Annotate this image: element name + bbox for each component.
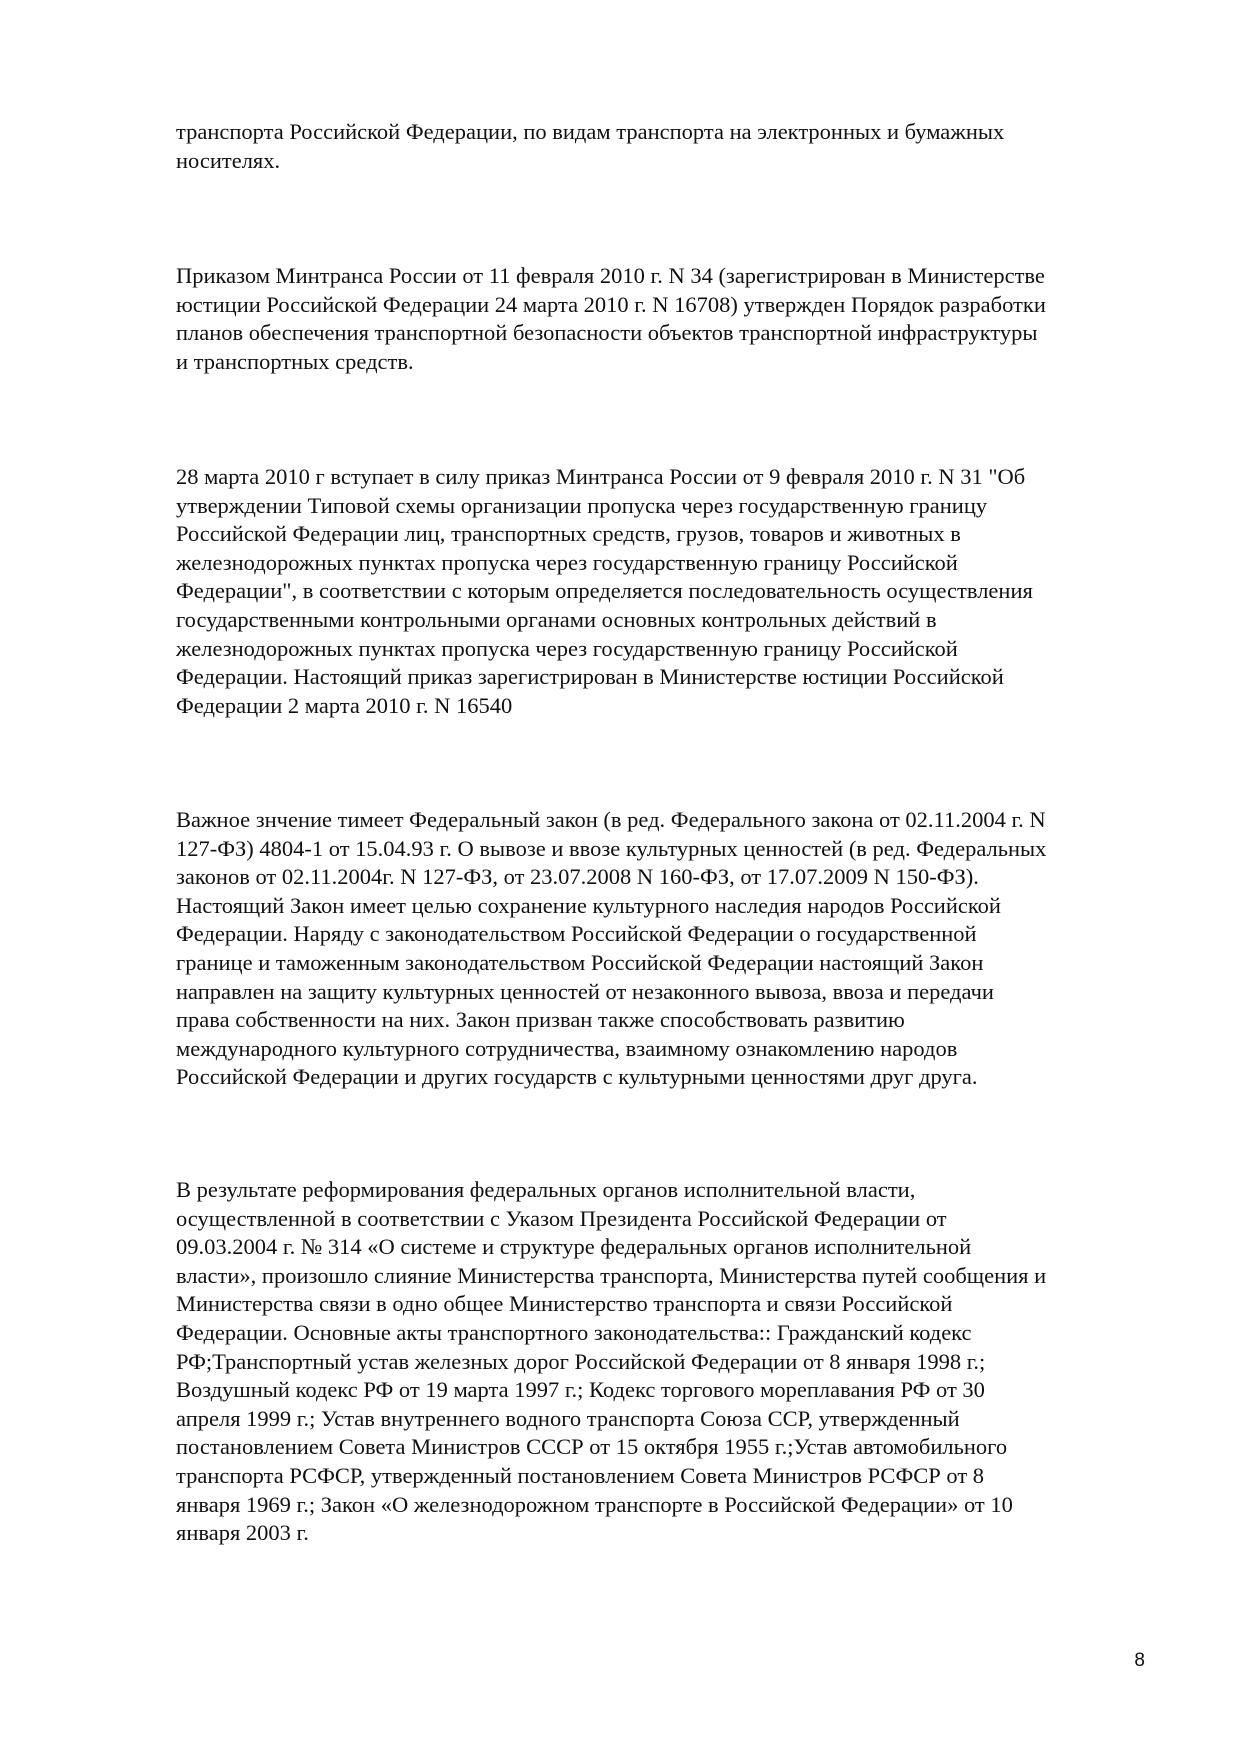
paragraph-ministry-reform: В результате реформирования федеральных органов исполнительной власти, осуществленной в соответствии с Указом Президента Российской Федерации от 09.03.2004 г. № 314 «О системе и структуре федеральных органов исполнительной власти», произошло слияние Министерства транспорта, Министерства путей сообщения и Министерства связи в одно общее Министерство транспорта и связи Российской Федерации. Основные акты транспортного законодательства:: Гражданский кодекс РФ;Транспортный устав железных дорог Российской Федерации от 8 января 1998 г.; Воздушный кодекс РФ от 19 марта 1997 г.; Кодекс торгового мореплавания РФ от 30 апреля 1999 г.; Устав внутреннего водного транспорта Союза ССР, утвержденный постановлением Совета Министров СССР от 15 октября 1955 г.;Устав автомобильного транспорта РСФСР, утвержденный постановлением Совета Министров РСФСР от 8 января 1969 г.; Закон «О железнодорожном транспорте в Российской Федерации» от 10 января 2003 г. xyxy=(176,1177,1047,1546)
paragraph-order-31: 28 марта 2010 г вступает в силу приказ Минтранса России от 9 февраля 2010 г. N 31 "Об утверждении Типовой схемы организации пропуска через государственную границу Российской Федерации лиц, транспортных средств, грузов, товаров и животных в железнодорожных пунктах пропуска через государственную границу Российской Федерации", в соответствии с которым определяется последовательность осуществления государственными контрольными органами основных контрольных действий в железнодорожных пунктах пропуска через государственную границу Российской Федерации. Настоящий приказ зарегистрирован в Министерстве юстиции Российской Федерации 2 марта 2010 г. N 16540 xyxy=(176,464,1033,718)
paragraph-cultural-values-law: Важное знчение тимеет Федеральный закон (в ред. Федерального закона от 02.11.2004 г. N 127-ФЗ) 4804-1 от 15.04.93 г. О вывозе и ввозе культурных ценностей (в ред. Федеральных законов от 02.11.2004г. N 127-ФЗ, от 23.07.2008 N 160-ФЗ, от 17.07.2009 N 150-ФЗ). Настоящий Закон имеет целью сохранение культурного наследия народов Российской Федерации. Наряду с законодательством Российской Федерации о государственной границе и таможенным законодательством Российской Федерации настоящий Закон направлен на защиту культурных ценностей от незаконного вывоза, ввоза и передачи права собственности на них. Закон призван также способствовать развитию международного культурного сотрудничества, взаимному ознакомлению народов Российской Федерации и других государств с культурными ценностями друг друга. xyxy=(176,807,1047,1090)
page-number: 8 xyxy=(1134,1650,1145,1671)
paragraph-order-34: Приказом Минтранса России от 11 февраля 2010 г. N 34 (зарегистрирован в Министерстве юстиции Российской Федерации 24 марта 2010 г. N 16708) утвержден Порядок разработки планов обеспечения транспортной безопасности объектов транспортной инфраструктуры и транспортных средств. xyxy=(176,263,1046,374)
paragraph-transport-registers: транспорта Российской Федерации, по видам транспорта на электронных и бумажных носителях. xyxy=(176,119,1005,173)
